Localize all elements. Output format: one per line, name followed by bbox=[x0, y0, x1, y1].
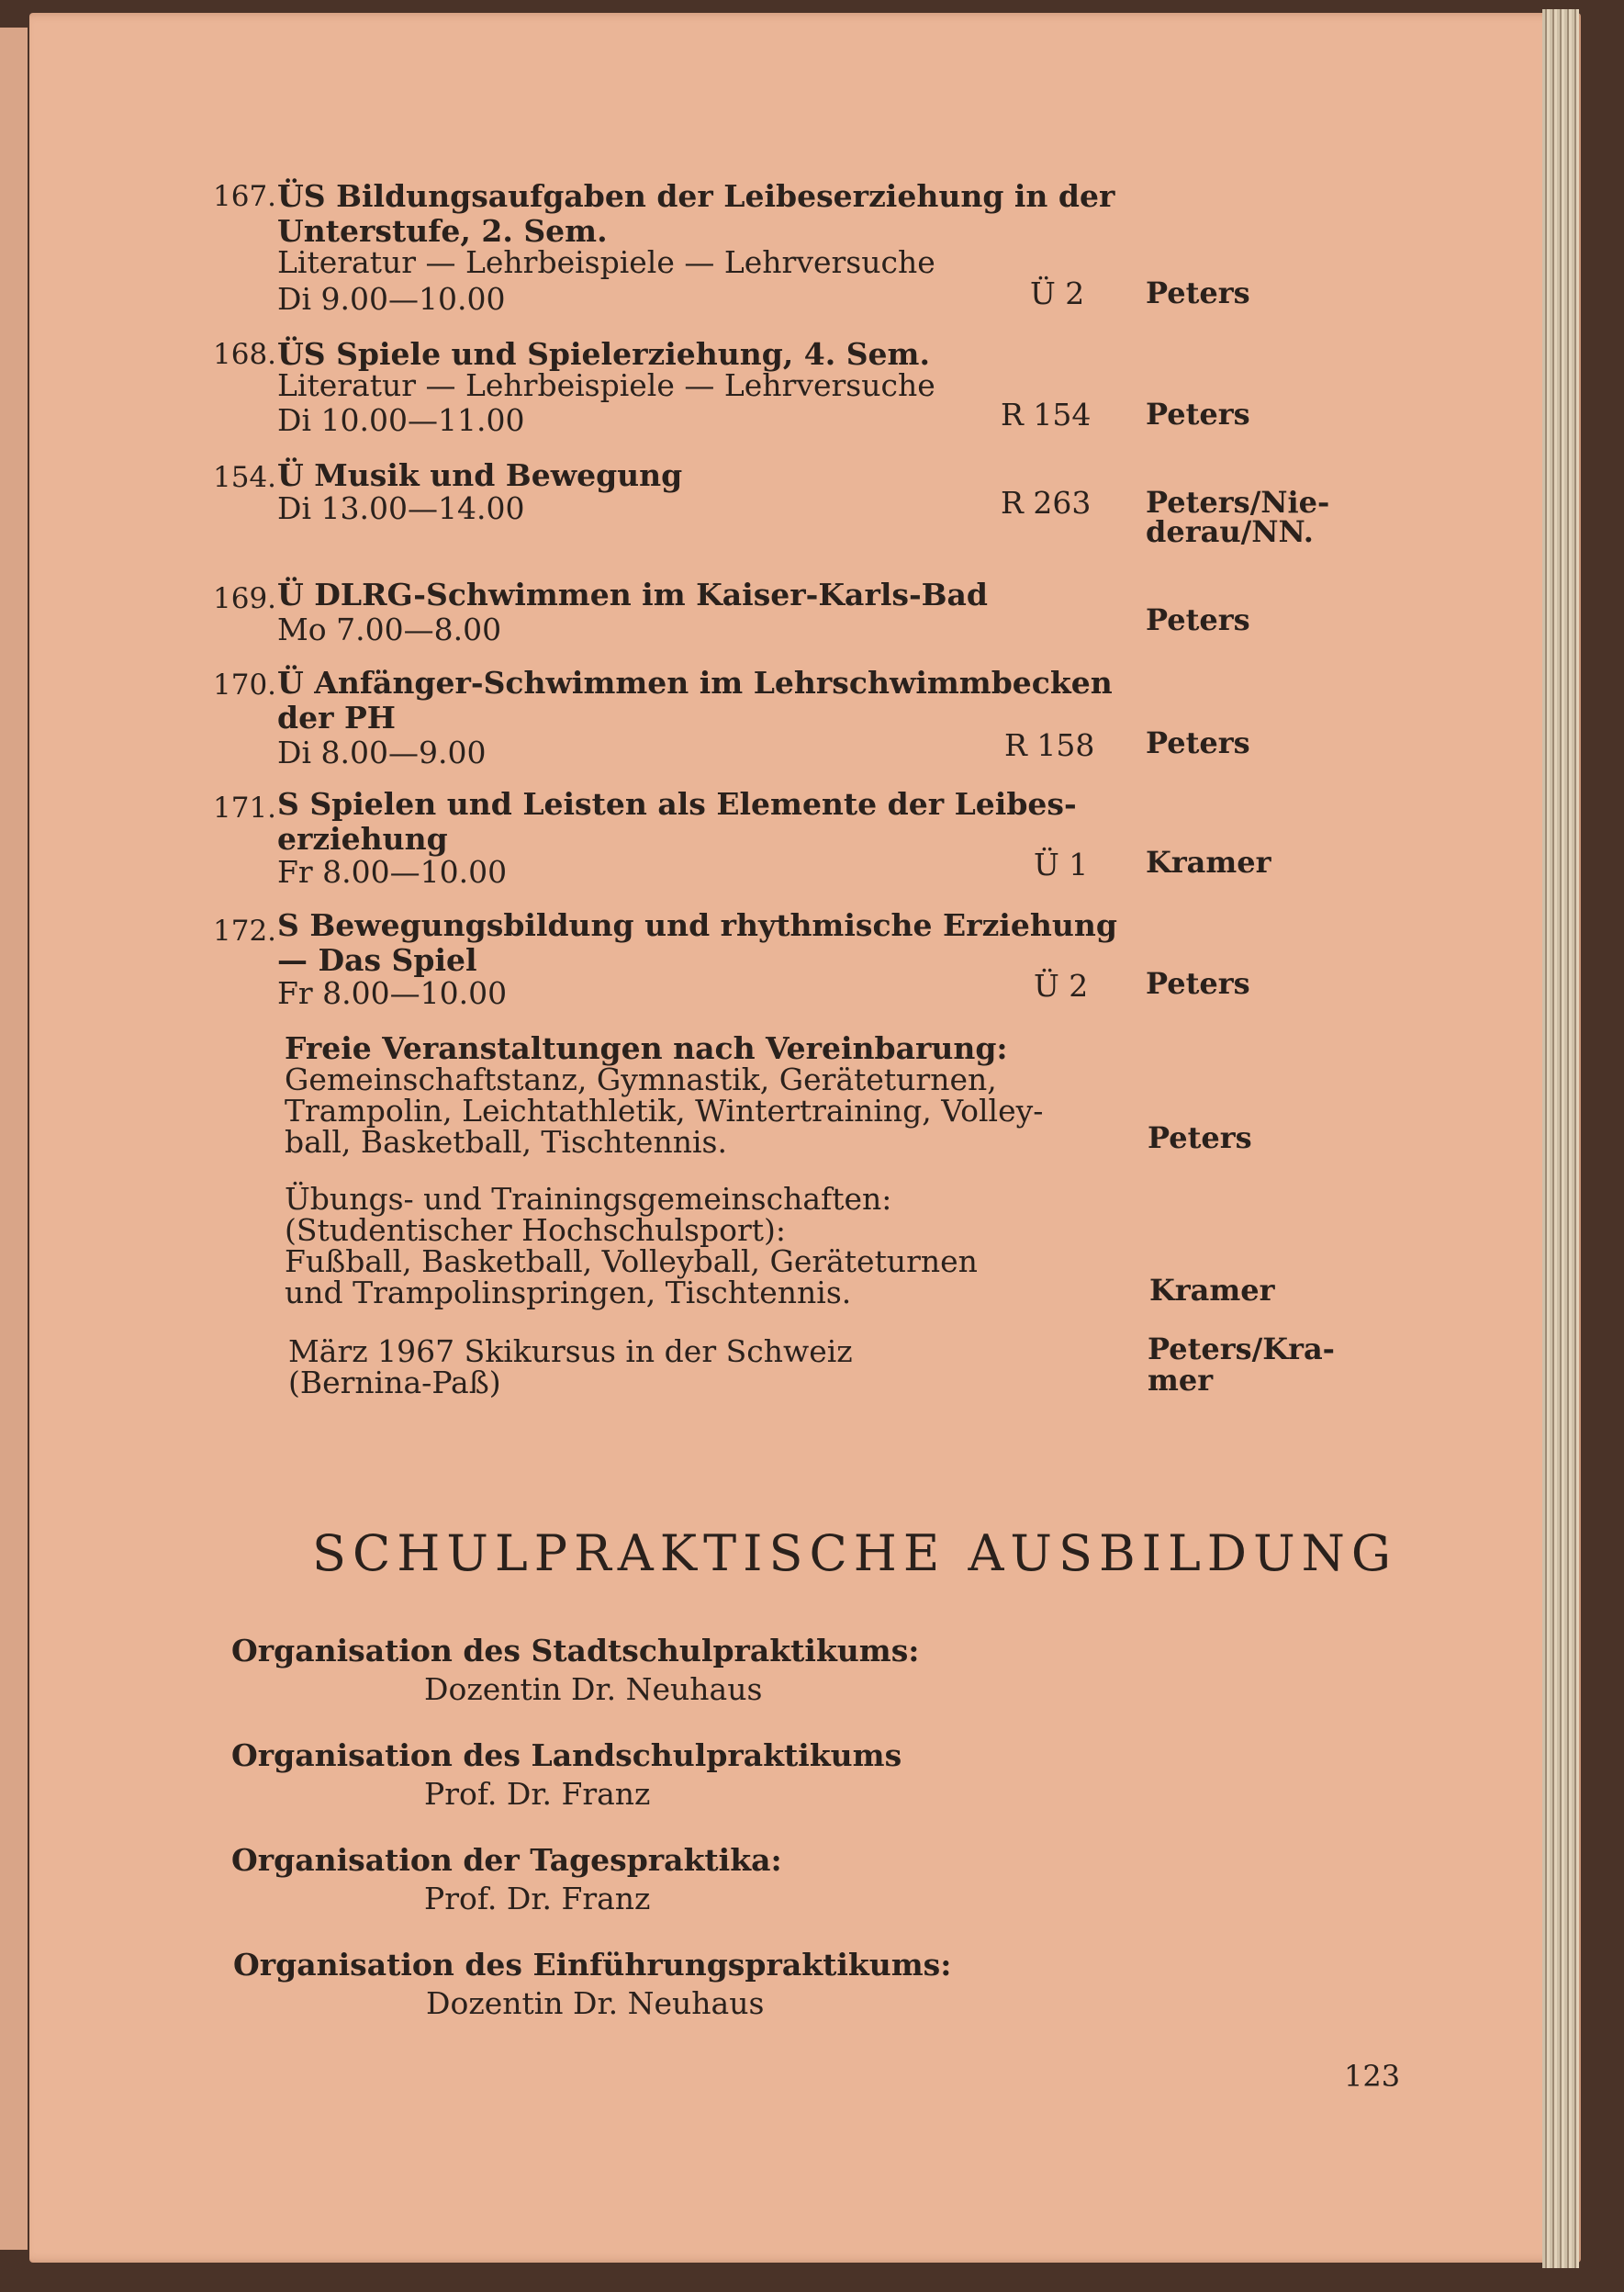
course-lecturer: Peters/Nie- bbox=[1146, 485, 1330, 520]
course-number: 172. bbox=[213, 915, 277, 948]
course-description: Literatur — Lehrbeispiele — Lehrversuche bbox=[277, 367, 935, 403]
course-title: ÜS Bildungsaufgaben der Leibeserziehung in der bbox=[277, 178, 1115, 214]
ski-lecturer: Peters/Kra- bbox=[1148, 1331, 1335, 1366]
free-events-title: Freie Veranstaltungen nach Vereinbarung: bbox=[285, 1030, 1008, 1066]
training-line: Übungs- und Trainingsgemeinschaften: bbox=[285, 1181, 892, 1217]
course-time: Di 8.00—9.00 bbox=[277, 735, 487, 770]
course-room: Ü 2 bbox=[1034, 968, 1089, 1004]
course-lecturer: Peters bbox=[1146, 725, 1250, 760]
organisation-title: Organisation des Einführungspraktikums: bbox=[233, 1947, 952, 1983]
course-number: 170. bbox=[213, 668, 277, 702]
course-number: 169. bbox=[213, 582, 277, 615]
course-time: Di 13.00—14.00 bbox=[277, 490, 525, 526]
course-title: S Spielen und Leisten als Elemente der Leibes- bbox=[277, 786, 1077, 822]
course-room: R 154 bbox=[1001, 397, 1092, 433]
ski-lecturer: mer bbox=[1148, 1363, 1214, 1398]
organisation-person: Prof. Dr. Franz bbox=[424, 1776, 651, 1812]
training-lecturer: Kramer bbox=[1149, 1273, 1275, 1308]
course-lecturer: derau/NN. bbox=[1146, 514, 1314, 549]
course-title: Ü Musik und Bewegung bbox=[277, 457, 683, 493]
training-line: (Studentischer Hochschulsport): bbox=[285, 1212, 786, 1248]
course-title: Unterstufe, 2. Sem. bbox=[277, 213, 608, 249]
course-room: R 263 bbox=[1001, 485, 1092, 521]
course-lecturer: Peters bbox=[1146, 602, 1250, 637]
course-lecturer: Peters bbox=[1146, 966, 1250, 1001]
course-number: 167. bbox=[213, 180, 277, 213]
page-stack-edge bbox=[1542, 9, 1579, 2268]
course-title: Ü Anfänger-Schwimmen im Lehrschwimmbecken bbox=[277, 665, 1113, 701]
free-events-line: Trampolin, Leichtathletik, Wintertraining, Volley- bbox=[285, 1093, 1044, 1129]
organisation-title: Organisation des Landschulpraktikums bbox=[231, 1737, 902, 1773]
course-title: Ü DLRG-Schwimmen im Kaiser-Karls-Bad bbox=[277, 577, 988, 612]
course-time: Di 10.00—11.00 bbox=[277, 402, 525, 438]
section-heading: SCHULPRAKTISCHE AUSBILDUNG bbox=[312, 1524, 1398, 1582]
page-number: 123 bbox=[1344, 2059, 1401, 2094]
course-room: Ü 2 bbox=[1030, 275, 1085, 311]
organisation-title: Organisation des Stadtschulpraktikums: bbox=[231, 1633, 920, 1668]
organisation-person: Dozentin Dr. Neuhaus bbox=[426, 1985, 765, 2021]
course-lecturer: Peters bbox=[1146, 275, 1250, 310]
organisation-title: Organisation der Tagespraktika: bbox=[231, 1842, 782, 1878]
course-title: erziehung bbox=[277, 821, 448, 857]
organisation-person: Prof. Dr. Franz bbox=[424, 1881, 651, 1916]
course-number: 154. bbox=[213, 461, 277, 494]
ski-line: (Bernina-Paß) bbox=[288, 1365, 501, 1400]
course-title: S Bewegungsbildung und rhythmische Erziehung bbox=[277, 907, 1117, 943]
course-number: 171. bbox=[213, 792, 277, 825]
training-line: Fußball, Basketball, Volleyball, Geräteturnen bbox=[285, 1243, 978, 1279]
course-room: R 158 bbox=[1004, 727, 1095, 763]
training-line: und Trampolinspringen, Tischtennis. bbox=[285, 1275, 852, 1310]
course-room: Ü 1 bbox=[1034, 847, 1089, 882]
course-time: Di 9.00—10.00 bbox=[277, 281, 506, 317]
organisation-person: Dozentin Dr. Neuhaus bbox=[424, 1671, 763, 1707]
course-lecturer: Kramer bbox=[1146, 845, 1271, 880]
course-title: — Das Spiel bbox=[277, 942, 477, 978]
course-time: Fr 8.00—10.00 bbox=[277, 975, 508, 1011]
course-time: Mo 7.00—8.00 bbox=[277, 612, 502, 647]
free-events-line: ball, Basketball, Tischtennis. bbox=[285, 1124, 727, 1160]
previous-page-edge bbox=[0, 28, 28, 2250]
course-number: 168. bbox=[213, 338, 277, 371]
free-events-line: Gemeinschaftstanz, Gymnastik, Geräteturnen, bbox=[285, 1062, 997, 1097]
ski-line: März 1967 Skikursus in der Schweiz bbox=[288, 1333, 853, 1369]
course-description: Literatur — Lehrbeispiele — Lehrversuche bbox=[277, 244, 935, 280]
course-title: ÜS Spiele und Spielerziehung, 4. Sem. bbox=[277, 336, 930, 372]
free-events-lecturer: Peters bbox=[1148, 1120, 1252, 1155]
course-lecturer: Peters bbox=[1146, 397, 1250, 432]
course-title: der PH bbox=[277, 700, 396, 736]
course-time: Fr 8.00—10.00 bbox=[277, 854, 508, 890]
